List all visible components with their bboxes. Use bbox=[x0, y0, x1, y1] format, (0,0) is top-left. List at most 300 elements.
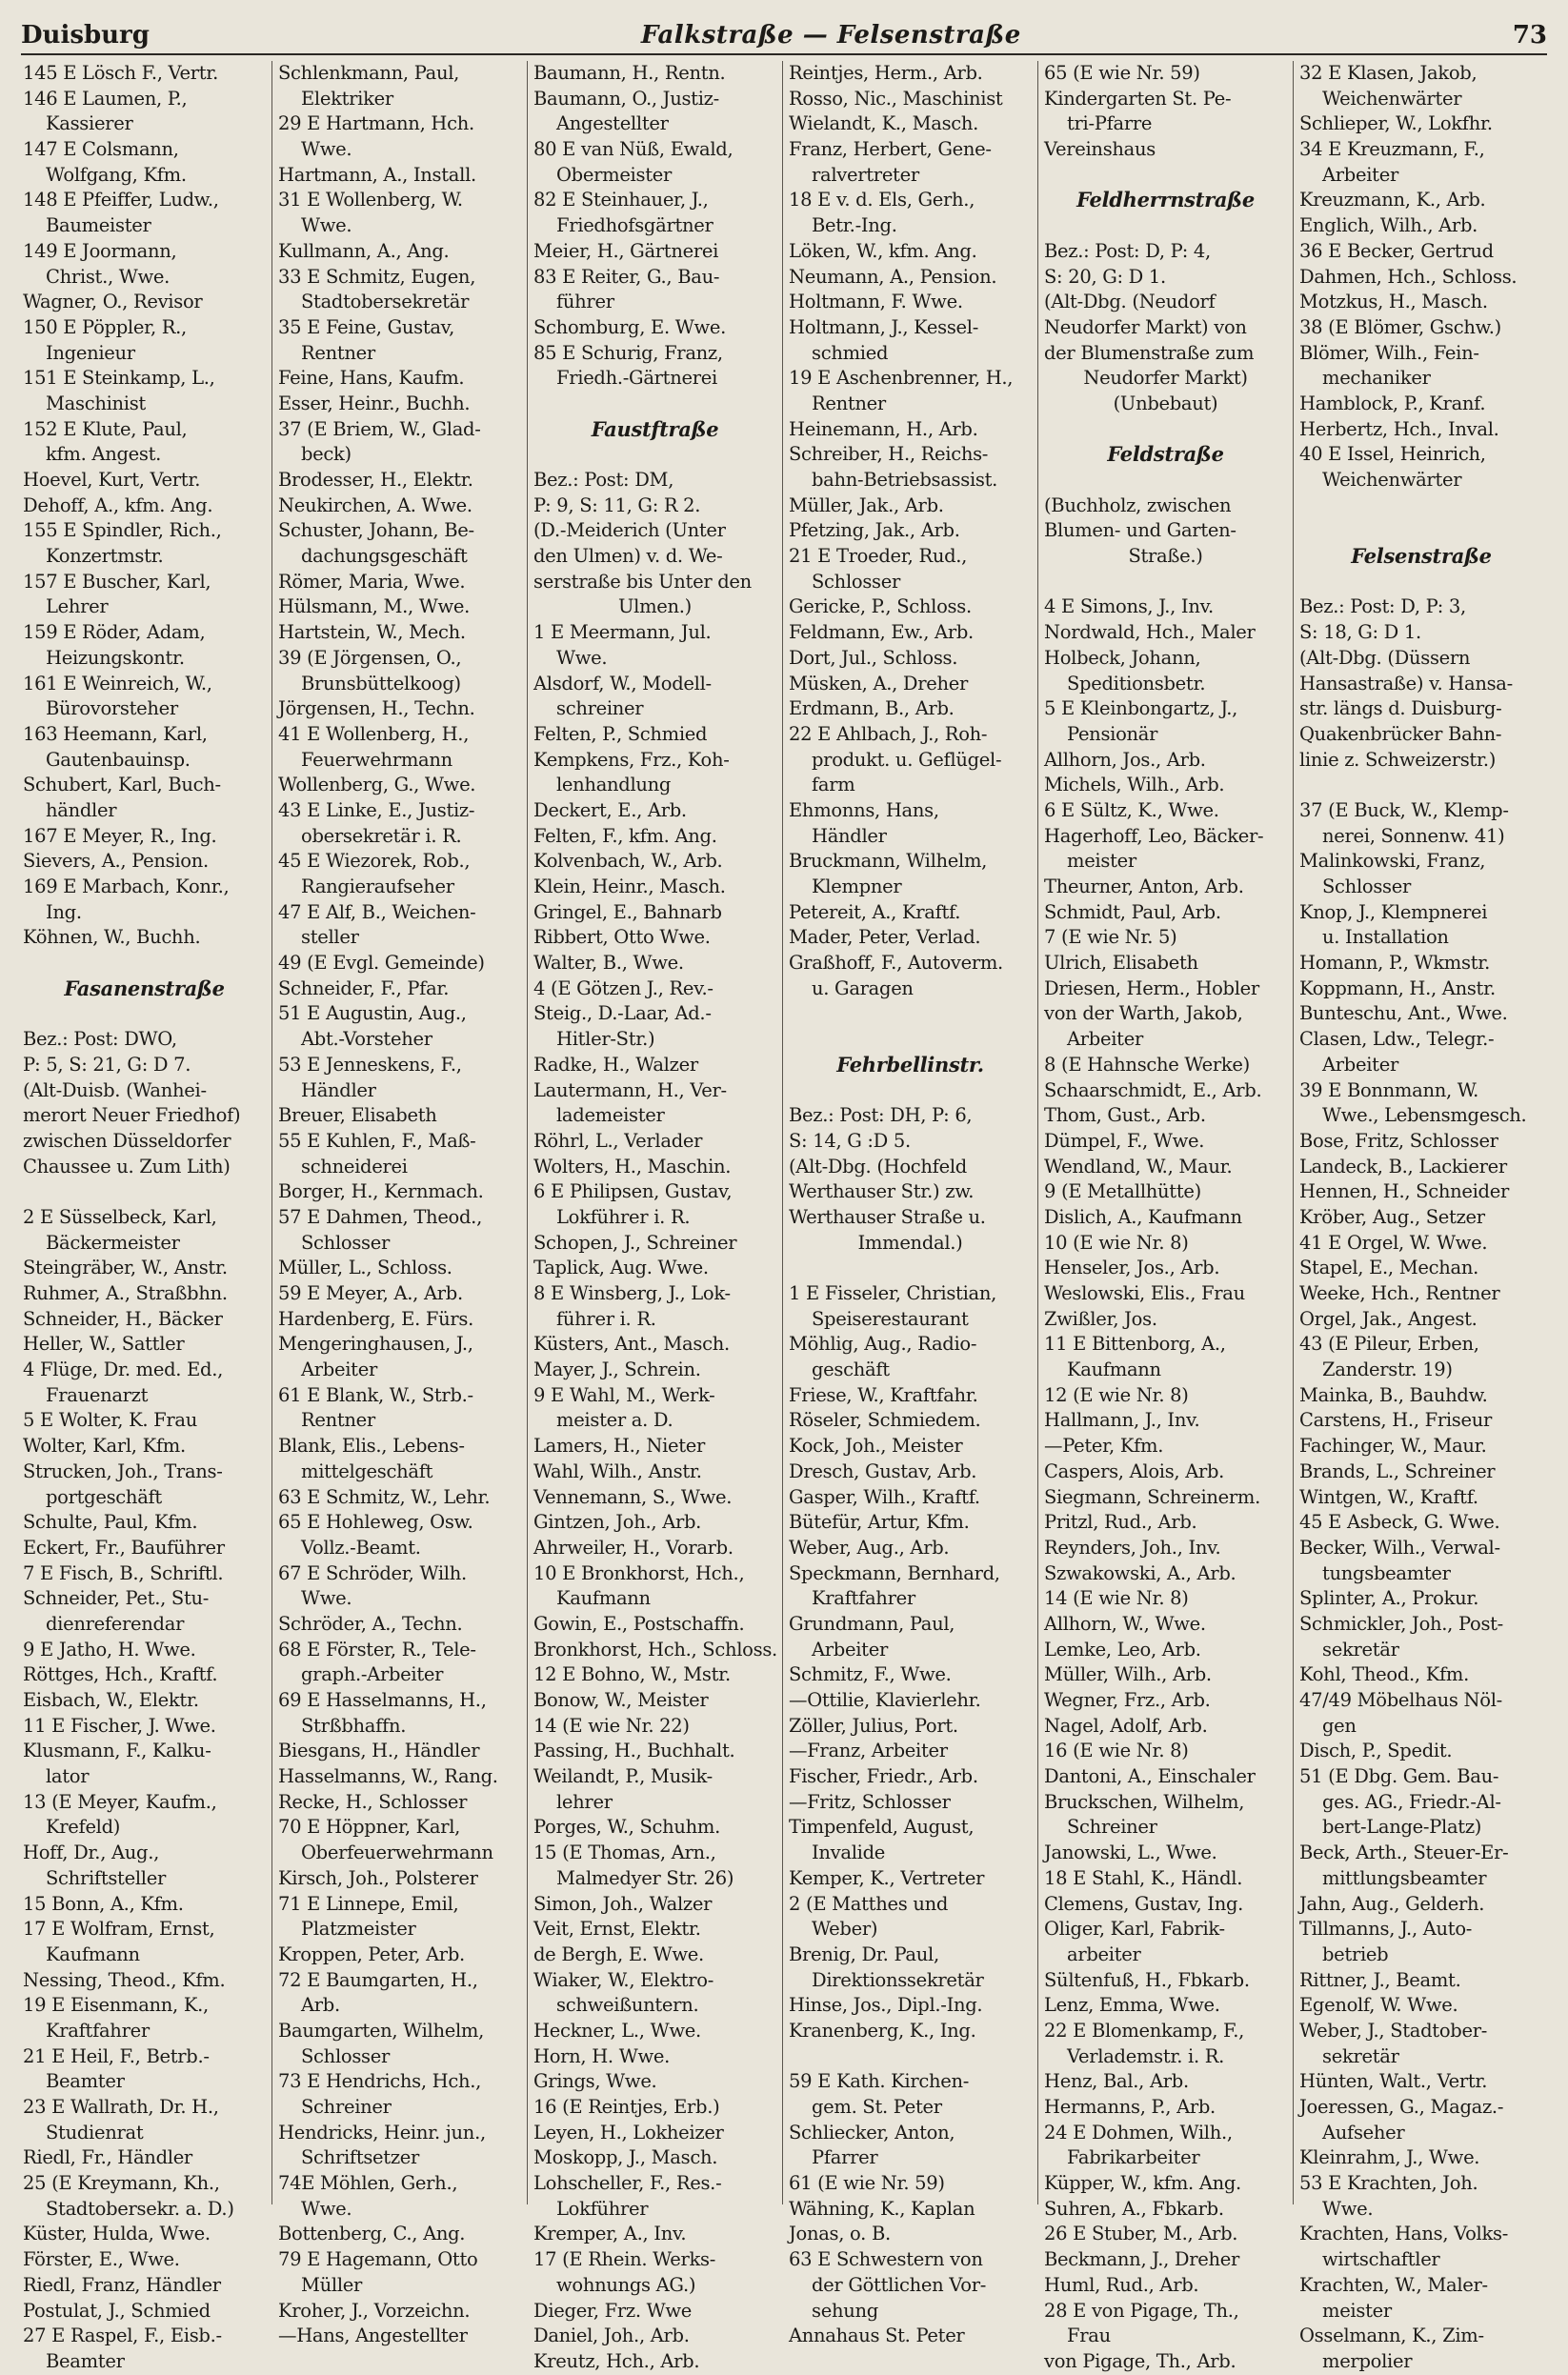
entry-line: Beck, Arth., Steuer-Er- bbox=[1299, 1842, 1509, 1864]
entry-continuation: Zanderstr. 19) bbox=[1322, 1359, 1453, 1381]
entry-line: 8 E Winsberg, J., Lok- bbox=[533, 1282, 731, 1304]
entry-line: Kindergarten St. Pe- bbox=[1044, 87, 1232, 110]
entry-line: Fachinger, W., Maur. bbox=[1299, 1435, 1487, 1458]
entry-line: Möhlig, Aug., Radio- bbox=[789, 1333, 977, 1356]
entry-continuation: Lokführer bbox=[556, 2197, 649, 2220]
entry-line: 65 E Hohleweg, Osw. bbox=[278, 1511, 473, 1534]
entry-continuation: lator bbox=[46, 1765, 90, 1788]
entry-line: 71 E Linnepe, Emil, bbox=[278, 1892, 459, 1915]
entry-continuation: Kaufmann bbox=[1067, 1359, 1161, 1381]
entry-line: 163 Heemann, Karl, bbox=[23, 722, 208, 745]
entry-line: Küsters, Ant., Masch. bbox=[533, 1333, 730, 1356]
entry-continuation: Händler bbox=[812, 824, 887, 847]
entry-line: Weilandt, P., Musik- bbox=[533, 1765, 713, 1788]
entry-line: Kranenberg, K., Ing. bbox=[789, 2019, 976, 2042]
entry-continuation: u. Garagen bbox=[812, 976, 914, 999]
entry-line: Lemke, Leo, Arb. bbox=[1044, 1638, 1201, 1660]
entry-line: 6 E Philipsen, Gustav, bbox=[533, 1180, 733, 1203]
entry-continuation: gen bbox=[1322, 1714, 1357, 1737]
entry-line: 63 E Schmitz, W., Lehr. bbox=[278, 1485, 491, 1508]
entry-line: Gowin, E., Postschaffn. bbox=[533, 1612, 745, 1635]
entry-continuation: Elektriker bbox=[301, 87, 393, 110]
entry-line: Mayer, J., Schrein. bbox=[533, 1359, 701, 1381]
entry-line: 13 (E Meyer, Kaufm., bbox=[23, 1790, 217, 1813]
entry-line: 12 E Bohno, W., Mstr. bbox=[533, 1663, 731, 1686]
entry-line: Hoff, Dr., Aug., bbox=[23, 1842, 160, 1864]
entry-continuation: lenhandlung bbox=[556, 774, 672, 796]
entry-line: 9 E Wahl, M., Werk- bbox=[533, 1383, 715, 1406]
entry-line: Brenig, Dr. Paul, bbox=[789, 1942, 939, 1965]
entry-line: 4 E Simons, J., Inv. bbox=[1044, 595, 1214, 618]
entry-line: Sievers, A., Pension. bbox=[23, 850, 209, 873]
column-6 bbox=[1294, 61, 1549, 2372]
entry-line: Mainka, B., Bauhdw. bbox=[1299, 1383, 1488, 1406]
header-city: Duisburg bbox=[21, 21, 150, 50]
entry-line: 68 E Förster, R., Tele- bbox=[278, 1638, 476, 1660]
entry-line: Dort, Jul., Schloss. bbox=[789, 646, 958, 669]
entry-line: Küpper, W., kfm. Ang. bbox=[1044, 2172, 1241, 2195]
column-2 bbox=[272, 61, 528, 2347]
entry-line: Bottenberg, C., Ang. bbox=[278, 2223, 466, 2245]
entry-line: Kreutz, Hch., Arb. bbox=[533, 2349, 700, 2372]
entry-line: str. längs d. Duisburg- bbox=[1299, 697, 1502, 720]
entry-continuation: Frauenarzt bbox=[46, 1383, 149, 1406]
entry-continuation: Schreiner bbox=[1067, 1816, 1157, 1839]
entry-line: Radke, H., Walzer bbox=[533, 1053, 698, 1076]
entry-line: Splinter, A., Prokur. bbox=[1299, 1587, 1479, 1610]
entry-line: Eisbach, W., Elektr. bbox=[23, 1689, 199, 1711]
street-note: Immendal.) bbox=[857, 1231, 963, 1254]
entry-line: 21 E Troeder, Rud., bbox=[789, 545, 968, 568]
entry-line: Zwißler, Jos. bbox=[1044, 1307, 1157, 1330]
entry-line: Weber, Aug., Arb. bbox=[789, 1536, 950, 1559]
entry-continuation: Wwe. bbox=[301, 214, 352, 237]
entry-continuation: Pfarrer bbox=[812, 2146, 878, 2169]
entry-continuation: nerei, Sonnenw. 41) bbox=[1322, 824, 1505, 847]
entry-line: Krachten, Hans, Volks- bbox=[1299, 2223, 1509, 2245]
entry-line: Homann, P., Wkmstr. bbox=[1299, 952, 1491, 975]
entry-line: Moskopp, J., Masch. bbox=[533, 2146, 718, 2169]
entry-line: Hallmann, J., Inv. bbox=[1044, 1409, 1200, 1432]
entry-line: Pfetzing, Jak., Arb. bbox=[789, 519, 960, 542]
entry-line: (Alt-Dbg. (Düssern bbox=[1299, 646, 1471, 669]
entry-line: Schröder, A., Techn. bbox=[278, 1612, 463, 1635]
entry-continuation: Kraftfahrer bbox=[46, 2019, 150, 2042]
entry-line: Dislich, A., Kaufmann bbox=[1044, 1205, 1242, 1228]
entry-line: Feine, Hans, Kaufm. bbox=[278, 367, 465, 390]
entry-line: Kolvenbach, W., Arb. bbox=[533, 850, 723, 873]
entry-line: 29 E Hartmann, Hch. bbox=[278, 112, 474, 135]
entry-line: Dümpel, F., Wwe. bbox=[1044, 1129, 1205, 1152]
entry-line: Köhnen, W., Buchh. bbox=[23, 926, 201, 949]
entry-continuation: Wwe. bbox=[301, 1587, 352, 1610]
entry-continuation: mechaniker bbox=[1322, 367, 1431, 390]
entry-line: Reintjes, Herm., Arb. bbox=[789, 62, 983, 84]
spacer bbox=[533, 392, 776, 417]
entry-continuation: Brunsbüttelkoog) bbox=[301, 672, 461, 694]
entry-continuation: Rangieraufseher bbox=[301, 876, 454, 897]
entry-line: Borger, H., Kernmach. bbox=[278, 1180, 484, 1203]
entry-line: 14 (E wie Nr. 22) bbox=[533, 1714, 690, 1737]
entry-line: Huml, Rud., Arb. bbox=[1044, 2273, 1199, 2296]
entry-continuation: Direktionssekretär bbox=[812, 1968, 984, 1991]
entry-line: 4 (E Götzen J., Rev.- bbox=[533, 976, 714, 999]
entry-line: 73 E Hendrichs, Hch., bbox=[278, 2070, 482, 2093]
entry-line: Taplick, Aug. Wwe. bbox=[533, 1257, 709, 1279]
entry-line: Kohl, Theod., Kfm. bbox=[1299, 1663, 1469, 1686]
entry-continuation: meister bbox=[1322, 2299, 1392, 2322]
entry-continuation: Lokführer i. R. bbox=[556, 1205, 691, 1228]
entry-line: 151 E Steinkamp, L., bbox=[23, 367, 215, 390]
entry-line: 10 E Bronkhorst, Hch., bbox=[533, 1561, 745, 1584]
entry-continuation: mittlungsbeamter bbox=[1322, 1866, 1487, 1889]
entry-continuation: der Göttlichen Vor- bbox=[812, 2273, 987, 2296]
entry-line: 7 (E wie Nr. 5) bbox=[1044, 926, 1177, 949]
entry-line: 24 E Dohmen, Wilh., bbox=[1044, 2121, 1233, 2144]
entry-line: Wolters, H., Maschin. bbox=[533, 1155, 732, 1177]
entry-line: Dresch, Gustav, Arb. bbox=[789, 1459, 977, 1482]
entry-line: Henz, Bal., Arb. bbox=[1044, 2070, 1189, 2093]
entry-line: (Alt-Dbg. (Hochfeld bbox=[789, 1155, 967, 1177]
entry-line: Petereit, A., Kraftf. bbox=[789, 900, 961, 923]
entry-continuation: Weichenwärter bbox=[1322, 87, 1462, 110]
entry-line: Kreuzmann, K., Arb. bbox=[1299, 189, 1486, 211]
entry-line: 70 E Höppner, Karl, bbox=[278, 1816, 461, 1839]
entry-continuation: Betr.-Ing. bbox=[812, 214, 897, 237]
entry-line: 53 E Jenneskens, F., bbox=[278, 1053, 462, 1076]
entry-line: Herbertz, Hch., Inval. bbox=[1299, 417, 1499, 440]
street-note: Straße.) bbox=[1128, 545, 1203, 568]
entry-line: Kirsch, Joh., Polsterer bbox=[278, 1866, 478, 1889]
entry-line: Deckert, E., Arb. bbox=[533, 798, 687, 821]
entry-line: Knop, J., Klempnerei bbox=[1299, 900, 1488, 923]
entry-line: Ribbert, Otto Wwe. bbox=[533, 926, 711, 949]
entry-line: 12 (E wie Nr. 8) bbox=[1044, 1383, 1189, 1406]
entry-line: 11 E Bittenborg, A., bbox=[1044, 1333, 1226, 1356]
entry-continuation: Lehrer bbox=[46, 595, 109, 618]
entry-line: 7 E Fisch, B., Schriftl. bbox=[23, 1561, 224, 1584]
entry-line: Wielandt, K., Masch. bbox=[789, 112, 979, 135]
entry-line: 23 E Wallrath, Dr. H., bbox=[23, 2096, 219, 2118]
entry-line: Ruhmer, A., Straßbhn. bbox=[23, 1282, 228, 1304]
entry-line: Dahmen, Hch., Schloss. bbox=[1299, 265, 1518, 288]
entry-line: Bez.: Post: DM, bbox=[533, 469, 674, 491]
entry-continuation: Abt.-Vorsteher bbox=[301, 1028, 432, 1051]
entry-line: Schneider, Pet., Stu- bbox=[23, 1587, 210, 1610]
entry-line: Kempkens, Frz., Koh- bbox=[533, 748, 730, 771]
spacer bbox=[1299, 773, 1543, 798]
entry-line: Rittner, J., Beamt. bbox=[1299, 1968, 1461, 1991]
entry-line: Schuster, Johann, Be- bbox=[278, 519, 474, 542]
entry-line: 147 E Colsmann, bbox=[23, 138, 179, 161]
entry-line: 16 (E Reintjes, Erb.) bbox=[533, 2096, 720, 2118]
entry-line: 79 E Hagemann, Otto bbox=[278, 2248, 478, 2271]
entry-line: Speckmann, Bernhard, bbox=[789, 1561, 1000, 1584]
entry-line: 9 E Jatho, H. Wwe. bbox=[23, 1638, 196, 1660]
entry-line: Szwakowski, A., Arb. bbox=[1044, 1561, 1236, 1584]
entry-continuation: dachungsgeschäft bbox=[301, 545, 468, 568]
spacer bbox=[23, 1001, 266, 1027]
entry-line: Schubert, Karl, Buch- bbox=[23, 774, 221, 796]
entry-continuation: Friedhofsgärtner bbox=[556, 214, 714, 237]
directory-columns bbox=[17, 61, 1551, 2372]
entry-line: 47 E Alf, B., Weichen- bbox=[278, 900, 476, 923]
entry-continuation: geschäft bbox=[812, 1359, 890, 1381]
entry-line: 45 E Wiezorek, Rob., bbox=[278, 850, 471, 873]
entry-line: 161 E Weinreich, W., bbox=[23, 672, 212, 694]
entry-line: Malinkowski, Franz, bbox=[1299, 850, 1486, 873]
entry-line: 34 E Kreuzmann, F., bbox=[1299, 138, 1485, 161]
entry-line: 72 E Baumgarten, H., bbox=[278, 1968, 478, 1991]
entry-continuation: Angestellter bbox=[556, 112, 669, 135]
entry-line: Eckert, Fr., Bauführer bbox=[23, 1536, 225, 1559]
entry-continuation: produkt. u. Geflügel- bbox=[812, 748, 1002, 771]
entry-line: Steingräber, W., Anstr. bbox=[23, 1257, 228, 1279]
spacer bbox=[23, 951, 266, 976]
entry-line: Bose, Fritz, Schlosser bbox=[1299, 1129, 1498, 1152]
entry-line: 5 E Kleinbongartz, J., bbox=[1044, 697, 1237, 720]
entry-continuation: Arbeiter bbox=[1322, 1053, 1398, 1076]
entry-line: 26 E Stuber, M., Arb. bbox=[1044, 2223, 1238, 2245]
entry-continuation: mittelgeschäft bbox=[301, 1459, 433, 1482]
street-heading: Feldstraße bbox=[1107, 442, 1224, 467]
entry-line: Horn, H. Wwe. bbox=[533, 2044, 670, 2067]
entry-line: Schreiber, H., Reichs- bbox=[789, 443, 989, 466]
entry-line: Schmickler, Joh., Post- bbox=[1299, 1612, 1503, 1635]
entry-continuation: Rentner bbox=[812, 392, 886, 414]
entry-line: Löken, W., kfm. Ang. bbox=[789, 239, 977, 262]
entry-line: Nordwald, Hch., Maler bbox=[1044, 621, 1256, 644]
entry-line: Disch, P., Spedit. bbox=[1299, 1740, 1453, 1762]
street-heading: Fasanenstraße bbox=[64, 976, 225, 1000]
entry-continuation: Beamter bbox=[46, 2070, 125, 2093]
entry-line: 36 E Becker, Gertrud bbox=[1299, 239, 1494, 262]
entry-line: Veit, Ernst, Elektr. bbox=[533, 1918, 701, 1941]
entry-line: linie z. Schweizerstr.) bbox=[1299, 748, 1497, 771]
entry-line: Heckner, L., Wwe. bbox=[533, 2019, 701, 2042]
entry-continuation: Pensionär bbox=[1067, 722, 1158, 745]
entry-continuation: Schlosser bbox=[301, 1231, 390, 1254]
entry-line: 45 E Asbeck, G. Wwe. bbox=[1299, 1511, 1500, 1534]
entry-line: Clemens, Gustav, Ing. bbox=[1044, 1892, 1244, 1915]
entry-line: Leyen, H., Lokheizer bbox=[533, 2121, 724, 2144]
entry-line: Blumen- und Garten- bbox=[1044, 519, 1236, 542]
entry-line: 14 (E wie Nr. 8) bbox=[1044, 1587, 1189, 1610]
entry-line: Schliecker, Anton, bbox=[789, 2121, 955, 2144]
entry-line: Förster, E., Wwe. bbox=[23, 2248, 180, 2271]
entry-line: Kröber, Aug., Setzer bbox=[1299, 1205, 1485, 1228]
entry-line: Walter, B., Wwe. bbox=[533, 952, 684, 975]
entry-line: Franz, Herbert, Gene- bbox=[789, 138, 992, 161]
entry-line: Heinemann, H., Arb. bbox=[789, 417, 978, 440]
entry-continuation: ges. AG., Friedr.-Al- bbox=[1322, 1790, 1501, 1813]
entry-line: Klein, Heinr., Masch. bbox=[533, 876, 726, 897]
entry-continuation: lademeister bbox=[556, 1104, 665, 1127]
entry-line: —Fritz, Schlosser bbox=[789, 1790, 951, 1813]
entry-continuation: Wolfgang, Kfm. bbox=[46, 163, 187, 186]
entry-line: Bez.: Post: D, P: 4, bbox=[1044, 239, 1211, 262]
entry-line: Weslowski, Elis., Frau bbox=[1044, 1282, 1245, 1304]
entry-line: Wiaker, W., Elektro- bbox=[533, 1968, 714, 1991]
header-street-range: Falkstraße — Felsenstraße bbox=[640, 21, 1021, 50]
street-heading: Felsenstraße bbox=[1351, 544, 1492, 569]
entry-line: Klusmann, F., Kalku- bbox=[23, 1740, 211, 1762]
street-heading: Fehrbellinstr. bbox=[836, 1052, 984, 1077]
entry-line: Vereinshaus bbox=[1044, 138, 1156, 161]
entry-line: Allhorn, Jos., Arb. bbox=[1044, 748, 1206, 771]
entry-line: 10 (E wie Nr. 8) bbox=[1044, 1231, 1189, 1254]
entry-continuation: Kraftfahrer bbox=[812, 1587, 915, 1610]
column-5 bbox=[1038, 61, 1294, 2372]
entry-line: 53 E Krachten, Joh. bbox=[1299, 2172, 1478, 2195]
entry-continuation: Maschinist bbox=[46, 392, 146, 414]
entry-line: 145 E Lösch F., Vertr. bbox=[23, 62, 219, 84]
entry-line: Recke, H., Schlosser bbox=[278, 1790, 468, 1813]
entry-line: Krachten, W., Maler- bbox=[1299, 2273, 1488, 2296]
entry-line: Bütefür, Artur, Kfm. bbox=[789, 1511, 970, 1534]
entry-line: 6 E Sültz, K., Wwe. bbox=[1044, 798, 1219, 821]
entry-line: Felten, P., Schmied bbox=[533, 722, 708, 745]
entry-line: Gasper, Wilh., Kraftf. bbox=[789, 1485, 980, 1508]
entry-line: Schlieper, W., Lokfhr. bbox=[1299, 112, 1493, 135]
entry-line: Schmidt, Paul, Arb. bbox=[1044, 900, 1221, 923]
entry-line: Pritzl, Rud., Arb. bbox=[1044, 1511, 1197, 1534]
entry-line: Beckmann, J., Dreher bbox=[1044, 2248, 1240, 2271]
entry-line: Friese, W., Kraftfahr. bbox=[789, 1383, 978, 1406]
entry-line: Schneider, F., Pfar. bbox=[278, 976, 450, 999]
entry-continuation: Wwe. bbox=[301, 2197, 352, 2220]
entry-continuation: tungsbeamter bbox=[1322, 1561, 1451, 1584]
entry-line: 38 (E Blömer, Gschw.) bbox=[1299, 315, 1501, 338]
street-note: Ulmen.) bbox=[618, 595, 692, 618]
entry-line: 65 (E wie Nr. 59) bbox=[1044, 62, 1200, 84]
entry-continuation: u. Installation bbox=[1322, 926, 1449, 949]
entry-line: 15 (E Thomas, Arn., bbox=[533, 1842, 716, 1864]
entry-continuation: lehrer bbox=[556, 1790, 613, 1813]
entry-line: Kock, Joh., Meister bbox=[789, 1435, 963, 1458]
entry-line: 67 E Schröder, Wilh. bbox=[278, 1561, 467, 1584]
entry-continuation: Stadtobersekretär bbox=[301, 291, 470, 313]
entry-line: Michels, Wilh., Arb. bbox=[1044, 774, 1225, 796]
entry-continuation: ralvertreter bbox=[812, 163, 919, 186]
spacer bbox=[1299, 570, 1543, 595]
entry-continuation: Müller bbox=[301, 2273, 363, 2296]
entry-line: Becker, Wilh., Verwal- bbox=[1299, 1536, 1500, 1559]
entry-continuation: Kassierer bbox=[46, 112, 133, 135]
entry-line: 43 E Linke, E., Justiz- bbox=[278, 798, 475, 821]
entry-line: Neudorfer Markt) von bbox=[1044, 315, 1247, 338]
entry-line: Hartstein, W., Mech. bbox=[278, 621, 466, 644]
entry-continuation: graph.-Arbeiter bbox=[301, 1663, 444, 1686]
entry-line: S: 18, G: D 1. bbox=[1299, 621, 1421, 644]
entry-line: Gintzen, Joh., Arb. bbox=[533, 1511, 702, 1534]
entry-line: Bonow, W., Meister bbox=[533, 1689, 709, 1711]
entry-continuation: Kaufmann bbox=[46, 1942, 140, 1965]
entry-line: Neumann, A., Pension. bbox=[789, 265, 997, 288]
entry-continuation: wirtschaftler bbox=[1322, 2248, 1440, 2271]
entry-line: von Pigage, Th., Arb. bbox=[1044, 2349, 1236, 2372]
entry-line: 47/49 Möbelhaus Nöl- bbox=[1299, 1689, 1502, 1711]
entry-line: Holbeck, Johann, bbox=[1044, 646, 1201, 669]
entry-line: Thom, Gust., Arb. bbox=[1044, 1104, 1206, 1127]
entry-continuation: schneiderei bbox=[301, 1155, 408, 1177]
entry-line: Riedl, Fr., Händler bbox=[23, 2146, 192, 2169]
entry-line: 37 (E Briem, W., Glad- bbox=[278, 417, 481, 440]
entry-line: Blömer, Wilh., Fein- bbox=[1299, 341, 1479, 364]
entry-line: Egenolf, W. Wwe. bbox=[1299, 1994, 1458, 2017]
entry-line: 146 E Laumen, P., bbox=[23, 87, 188, 110]
entry-line: 148 E Pfeiffer, Ludw., bbox=[23, 189, 219, 211]
entry-continuation: Weichenwärter bbox=[1322, 469, 1462, 491]
entry-continuation: steller bbox=[301, 926, 359, 949]
entry-line: Grings, Wwe. bbox=[533, 2070, 657, 2093]
entry-continuation: Weber) bbox=[812, 1918, 878, 1941]
street-note: (Unbebaut) bbox=[1113, 392, 1218, 414]
entry-line: 22 E Ahlbach, J., Roh- bbox=[789, 722, 988, 745]
spacer bbox=[789, 1256, 1032, 1281]
entry-line: 21 E Heil, F., Betrb.- bbox=[23, 2044, 210, 2067]
entry-line: Jonas, o. B. bbox=[789, 2223, 891, 2245]
entry-line: den Ulmen) v. d. We- bbox=[533, 545, 723, 568]
entry-line: Hagerhoff, Leo, Bäcker- bbox=[1044, 824, 1264, 847]
column-1 bbox=[17, 61, 272, 2372]
entry-line: Meier, H., Gärtnerei bbox=[533, 239, 719, 262]
entry-line: Esser, Heinr., Buchh. bbox=[278, 392, 471, 414]
spacer bbox=[1044, 468, 1287, 493]
entry-continuation: Schlosser bbox=[301, 2044, 390, 2067]
entry-continuation: beck) bbox=[301, 443, 352, 466]
entry-line: 5 E Wolter, K. Frau bbox=[23, 1409, 197, 1432]
entry-line: Fischer, Friedr., Arb. bbox=[789, 1765, 978, 1788]
entry-line: Mader, Peter, Verlad. bbox=[789, 926, 981, 949]
entry-line: 59 E Meyer, A., Arb. bbox=[278, 1282, 463, 1304]
entry-line: Hinse, Jos., Dipl.-Ing. bbox=[789, 1994, 983, 2017]
spacer bbox=[789, 2044, 1032, 2070]
entry-line: 74E Möhlen, Gerh., bbox=[278, 2172, 458, 2195]
spacer bbox=[1044, 570, 1287, 595]
entry-continuation: Feuerwehrmann bbox=[301, 748, 452, 771]
entry-line: Koppmann, H., Anstr. bbox=[1299, 976, 1496, 999]
entry-line: 9 (E Metallhütte) bbox=[1044, 1180, 1201, 1203]
entry-continuation: Bürovorsteher bbox=[46, 697, 178, 720]
entry-line: P: 9, S: 11, G: R 2. bbox=[533, 493, 701, 516]
entry-continuation: portgeschäft bbox=[46, 1485, 162, 1508]
entry-line: 19 E Aschenbrenner, H., bbox=[789, 367, 1014, 390]
entry-line: Postulat, J., Schmied bbox=[23, 2299, 211, 2322]
entry-continuation: Heizungskontr. bbox=[46, 646, 185, 669]
entry-line: Brodesser, H., Elektr. bbox=[278, 469, 473, 491]
entry-line: Wintgen, W., Kraftf. bbox=[1299, 1485, 1478, 1508]
entry-line: 27 E Raspel, F., Eisb.- bbox=[23, 2325, 222, 2347]
entry-continuation: Studienrat bbox=[46, 2121, 144, 2144]
entry-line: 69 E Hasselmanns, H., bbox=[278, 1689, 487, 1711]
entry-line: Bronkhorst, Hch., Schloss. bbox=[533, 1638, 777, 1660]
entry-continuation: Arbeiter bbox=[301, 1359, 377, 1381]
entry-line: 22 E Blomenkamp, F., bbox=[1044, 2019, 1245, 2042]
entry-line: Nessing, Theod., Kfm. bbox=[23, 1968, 226, 1991]
entry-line: Kemper, K., Vertreter bbox=[789, 1866, 985, 1889]
entry-line: 150 E Pöppler, R., bbox=[23, 315, 187, 338]
entry-line: 31 E Wollenberg, W. bbox=[278, 189, 463, 211]
entry-continuation: sekretär bbox=[1322, 2044, 1399, 2067]
entry-continuation: Hitler-Str.) bbox=[556, 1028, 655, 1051]
entry-continuation: Oberfeuerwehrmann bbox=[301, 1842, 493, 1864]
entry-line: Hartmann, A., Install. bbox=[278, 163, 476, 186]
entry-line: Bez.: Post: D, P: 3, bbox=[1299, 595, 1466, 618]
entry-line: Röttges, Hch., Kraftf. bbox=[23, 1663, 218, 1686]
column-3 bbox=[528, 61, 783, 2372]
entry-line: (D.-Meiderich (Unter bbox=[533, 519, 726, 542]
